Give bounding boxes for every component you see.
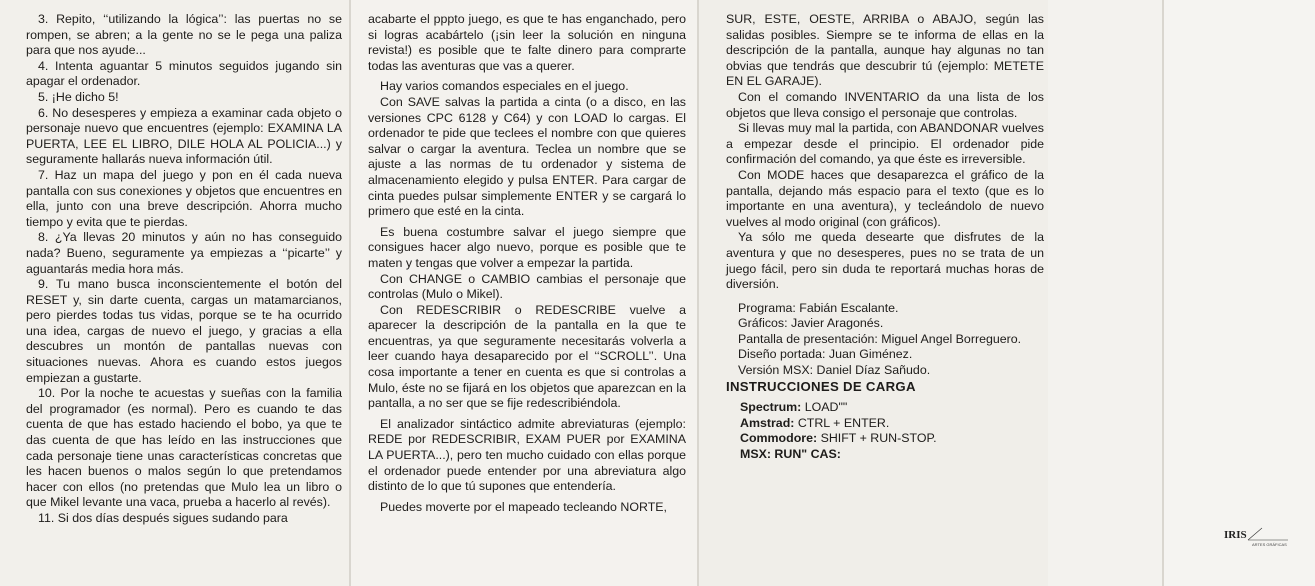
tip-paragraph: 7. Haz un mapa del juego y pon en él cada nueva pantalla con sus conexiones y objetos que encuentres en ella, junto con una breve descripción. Ahorra mucho tiempo y evita que te pierdas. (26, 167, 342, 229)
column-tips (26, 12, 342, 527)
body-paragraph: Si llevas muy mal la partida, con ABANDONAR vuelves a empezar desde el principio. El ordenador pide confirmación del comando, ya que éste es irreversible. (726, 121, 1044, 167)
platform-label: MSX: RUN" CAS: (740, 447, 841, 462)
logo-name: IRIS (1224, 529, 1247, 541)
body-paragraph: SUR, ESTE, OESTE, ARRIBA o ABAJO, según las salidas posibles. Siempre se te informa de ellas en la descripción de la pantalla, aunque hay algunas no tan obvias que tendrás que descubrir tú (ejemplo: METETE EN EL GARAJE). (726, 12, 1044, 89)
credit-line: Programa: Fabián Escalante. (738, 300, 899, 315)
body-paragraph: Ya sólo me queda desearte que disfrutes de la aventura y que no desesperes, pues no se trata de un juego fácil, pero sin duda te reportará muchas horas de diversión. (726, 230, 1044, 292)
fold-line (1162, 0, 1164, 586)
load-line-amstrad (726, 416, 1044, 432)
platform-label: Spectrum: (740, 400, 802, 415)
body-paragraph: Hay varios comandos especiales en el juego. (380, 79, 629, 94)
body-paragraph: Es buena costumbre salvar el juego siempre que consigues hacer algo nuevo, porque es posible que te maten y tengas que volver a empezar la partida. (368, 224, 686, 270)
tip-paragraph: 6. No desesperes y empieza a examinar cada objeto o personaje nuevo que encuentres (ejemplo: EXAMINA LA PUERTA, LEE EL LIBRO, DILE HOLA AL POLICIA...) y seguramente hallarás nueva información útil. (26, 105, 342, 167)
load-line-spectrum (726, 400, 1044, 416)
credit-line: Gráficos: Javier Aragonés. (738, 316, 884, 331)
tip-paragraph: 3. Repito, ‘‘utilizando la lógica’’: las puertas no se rompen, se abren; a la gente no se le pega una paliza para que nos ayude... (26, 12, 342, 58)
printer-logo-icon (1222, 524, 1292, 550)
fold-line (697, 0, 699, 586)
loading-instructions (726, 400, 1044, 462)
body-paragraph: Con MODE haces que desaparezca el gráfico de la pantalla, dejando más espacio para el texto (que es lo importante en una aventura), y tecleándolo de nuevo vuelves al modo original (con gráficos). (726, 167, 1044, 229)
fold-line (349, 0, 351, 586)
body-paragraph: Con CHANGE o CAMBIO cambias el personaje que controlas (Mulo o Mikel). (368, 271, 686, 302)
credit-line: Diseño portada: Juan Giménez. (738, 347, 913, 362)
credit-line: Versión MSX: Daniel Díaz Sañudo. (738, 363, 931, 378)
load-command: CTRL + ENTER. (797, 415, 890, 430)
logo-subtitle: ARTES GRÁFICAS (1252, 542, 1287, 547)
credit-line: Pantalla de presentación: Miguel Angel Borreguero. (738, 331, 1022, 346)
body-paragraph: Con el comando INVENTARIO da una lista de los objetos que lleva consigo el personaje que controlas. (726, 89, 1044, 120)
tip-paragraph: 11. Si dos días después sigues sudando para (38, 511, 288, 525)
tip-paragraph: 8. ¿Ya llevas 20 minutos y aún no has conseguido nada? Bueno, seguramente ya empiezas a ‘‘picarte’’ y aguantarás media hora más. (26, 230, 342, 276)
panel-back (1163, 0, 1315, 586)
column-end (726, 12, 1044, 463)
platform-label: Commodore: (740, 431, 818, 446)
credits (726, 301, 1044, 379)
tip-paragraph: 10. Por la noche te acuestas y sueñas con la familia del programador (es normal). Pero es cuando te das cuenta de que has estado haciendo el bobo, ya que te das cuenta de que has leído en las instrucciones que cada personaje tiene unas características concretas que les hacen buenos o malos según lo que pretendamos hacer con ellos (no pretendas que Mulo lea un libro o que Mikel levante una vaca, prueba a hacerlo al revés). (26, 386, 342, 510)
column-commands (368, 12, 686, 515)
panel-blank (1048, 0, 1163, 586)
loading-title: INSTRUCCIONES DE CARGA (726, 378, 916, 394)
body-paragraph: Con SAVE salvas la partida a cinta (o a disco, en las versiones CPC 6128 y C64) y con LOAD lo cargas. El ordenador te pide que teclees el nombre con que quieres salvar o cargar la aventura. Teclea un nombre que se ajuste a las normas de tu ordenador y sistema de almacenamiento elegido y pulsa ENTER. Para cargar de cinta puedes pulsar simplemente ENTER y se cargará lo primero que esté en la cinta. (368, 94, 686, 219)
platform-label: Amstrad: (740, 415, 795, 430)
body-paragraph: acabarte el pppto juego, es que te has enganchado, pero si logras acabártelo (¡sin leer la solución en ninguna revista!) es posible que te falte dinero para comprarte todas las aventuras que vas a querer. (368, 12, 686, 73)
body-paragraph: Con REDESCRIBIR o REDESCRIBE vuelve a aparecer la descripción de la pantalla en la que te encuentras, ya que seguramente necesitarás volverla a leer cuando haya desaparecido por el ‘‘SCROLL’’. Una cosa importante a tener en cuenta es que si controlas a Mulo, éste no se fijará en los objetos que aparezcan en la pantalla, a no ser que se fije redescribiéndola. (368, 302, 686, 411)
load-command: SHIFT + RUN-STOP. (820, 431, 937, 446)
load-line-commodore (726, 431, 1044, 447)
tip-paragraph: 5. ¡He dicho 5! (38, 89, 119, 104)
body-paragraph: El analizador sintáctico admite abreviaturas (ejemplo: REDE por REDESCRIBIR, EXAM PUER por EXAMINA LA PUERTA...), pero ten mucho cuidado con ellas porque el ordenador puede entender por una abreviatura algo distinto de lo que tú supones que entendería. (368, 416, 686, 494)
tip-paragraph: 4. Intenta aguantar 5 minutos seguidos jugando sin apagar el ordenador. (26, 58, 342, 89)
load-line-msx (726, 447, 1044, 463)
body-paragraph: Puedes moverte por el mapeado tecleando NORTE, (380, 499, 667, 514)
tip-paragraph: 9. Tu mano busca inconscientemente el botón del RESET y, sin darte cuenta, cargas un matamarcianos, pero pierdes todas tus vidas, porque se te ha ocurrido una idea, cargas de nuevo el juego, y gracias a ella descubres un montón de pantallas nuevas con situaciones nuevas. Ahora es cuando estos juegos empiezan a gustarte. (26, 277, 342, 385)
load-command: LOAD"" (804, 400, 848, 415)
